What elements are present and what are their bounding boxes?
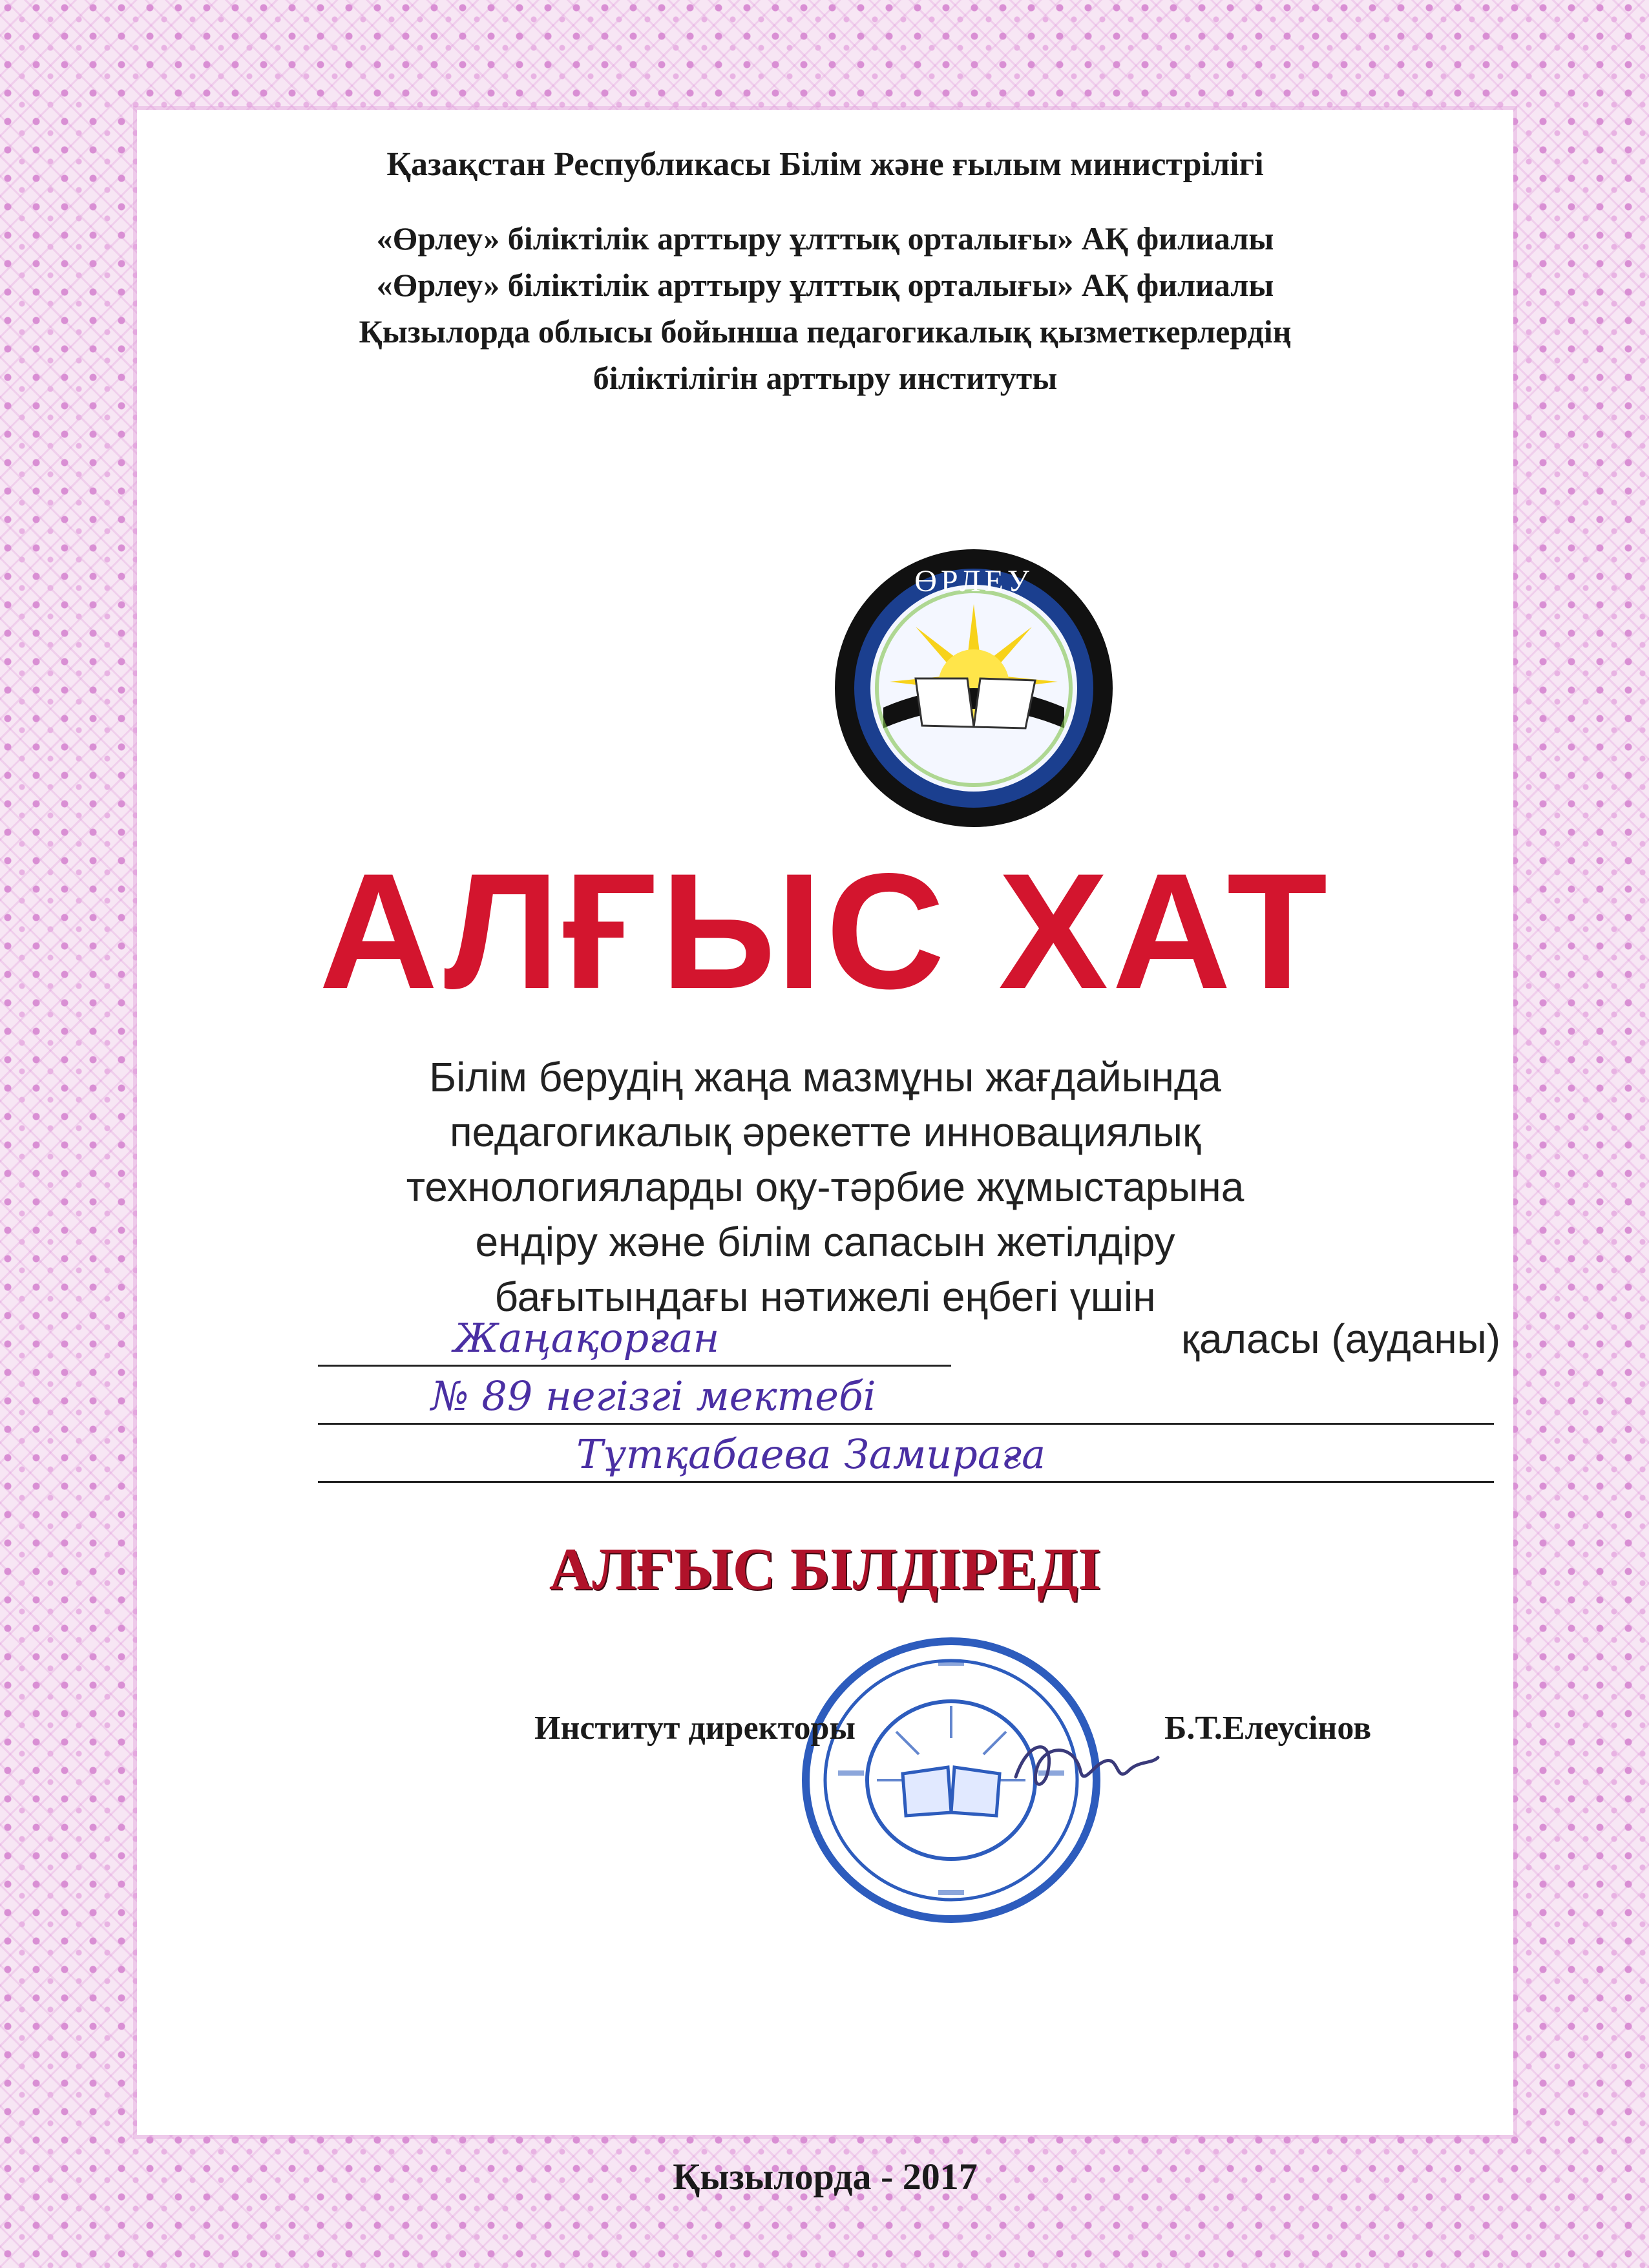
place-date: Қызылорда - 2017	[673, 2156, 978, 2198]
city-value: Жаңақорған	[454, 1314, 720, 1361]
signature-label: Институт директоры	[534, 1710, 856, 1747]
handwritten-signature-icon	[1003, 1725, 1164, 1809]
city-suffix: қаласы (ауданы)	[1181, 1316, 1500, 1362]
branch-line-1: «Өрлеу» біліктілік арттыру ұлттық орталығы» АҚ филиалы	[376, 220, 1274, 257]
recipient-field	[318, 1431, 1494, 1483]
thanks-heading: АЛҒЫС БІЛДІРЕДІ	[549, 1536, 1102, 1602]
school-value: № 89 негізгі мектебі	[431, 1372, 876, 1420]
branch-line-2: «Өрлеу» біліктілік арттыру ұлттық орталығы» АҚ филиалы	[376, 267, 1274, 303]
school-field	[318, 1373, 1494, 1425]
certificate-title: АЛҒЫС ХАТ	[319, 839, 1332, 1024]
director-name: Б.Т.Елеусінов	[1164, 1710, 1372, 1747]
school-underline	[318, 1423, 1494, 1425]
body-line-4: ендіру және білім сапасын жетілдіру	[475, 1219, 1175, 1265]
body-line-3: технологияларды оқу-тәрбие жұмыстарына	[406, 1164, 1245, 1210]
body-line-1: Білім берудің жаңа мазмұны жағдайында	[429, 1054, 1221, 1100]
logo-text: ӨРЛЕУ	[914, 564, 1033, 598]
recipient-value: Тұтқабаева Замираға	[576, 1431, 1046, 1478]
city-underline	[318, 1365, 951, 1367]
recipient-underline	[318, 1481, 1494, 1483]
ministry-line: Қазақстан Республикасы Білім және ғылым министрілігі	[386, 146, 1264, 183]
institute-line-1: Қызылорда облысы бойынша педагогикалық қызметкерлердің	[359, 313, 1292, 350]
orleu-logo-icon	[832, 546, 1116, 830]
city-field	[318, 1315, 1507, 1367]
certificate-sheet	[137, 110, 1513, 2198]
body-line-2: педагогикалық әрекетте инновациялық	[449, 1109, 1201, 1155]
body-line-5: бағытындағы нәтижелі еңбегі үшін	[494, 1274, 1156, 1320]
institute-line-2: біліктілігін арттыру институты	[593, 360, 1058, 396]
